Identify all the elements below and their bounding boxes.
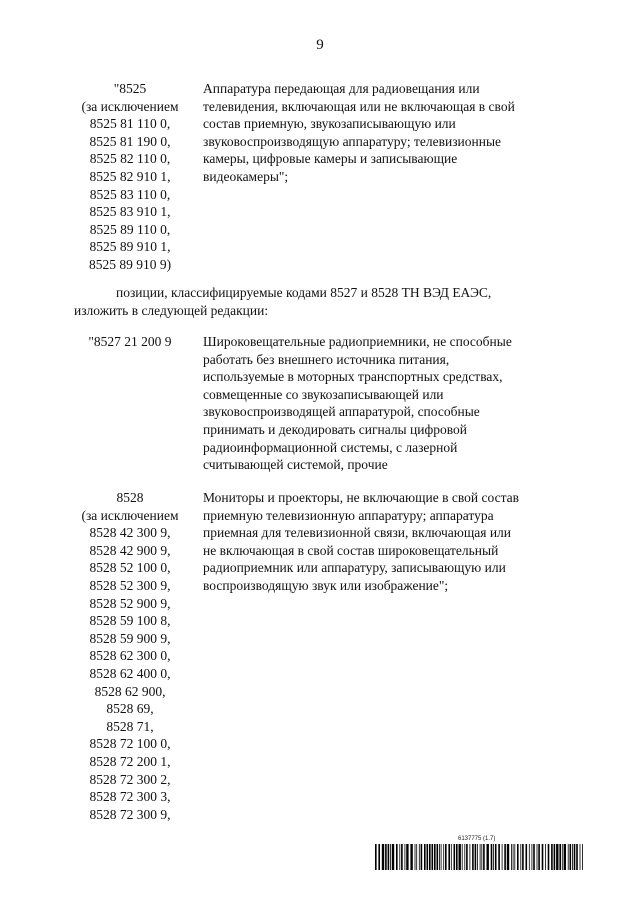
barcode-bar bbox=[562, 844, 563, 870]
code-line: 8528 52 100 0, bbox=[89, 560, 171, 576]
barcode-bar bbox=[415, 844, 416, 870]
barcode-bar bbox=[517, 844, 519, 870]
barcode-bar bbox=[513, 844, 514, 870]
barcode-bar bbox=[382, 844, 384, 870]
description-line: совмещенные со звукозаписывающей или bbox=[203, 386, 444, 402]
barcode-bar bbox=[462, 844, 463, 870]
barcode-bar bbox=[559, 844, 561, 870]
barcode-bar bbox=[448, 844, 450, 870]
barcode-bar bbox=[514, 844, 515, 870]
barcode-bar bbox=[421, 844, 423, 870]
barcode-bar bbox=[432, 844, 434, 870]
barcode-bar bbox=[405, 844, 406, 870]
document-stamp: 6137775 (1.7) bbox=[458, 836, 496, 842]
barcode-bar bbox=[529, 844, 530, 870]
barcode-bar bbox=[483, 844, 485, 870]
description-line: звуковоспроизводящей аппаратурой, способные bbox=[203, 404, 480, 420]
barcode-bar bbox=[572, 844, 573, 870]
description-line: работать без внешнего источника питания, bbox=[203, 351, 450, 367]
barcode-bar bbox=[427, 844, 429, 870]
barcode-bar bbox=[574, 844, 576, 870]
barcode-bar bbox=[390, 844, 391, 870]
description-line: видеокамеры"; bbox=[203, 168, 289, 184]
description-line: Мониторы и проекторы, не включающие в свой состав bbox=[203, 490, 519, 505]
code-line: 8528 71, bbox=[106, 718, 154, 734]
barcode-bar bbox=[445, 844, 447, 870]
barcode-bar bbox=[437, 844, 439, 870]
description-line: используемые в моторных транспортных средствах, bbox=[203, 369, 503, 385]
code-line: 8528 42 300 9, bbox=[89, 525, 171, 541]
barcode-bar bbox=[466, 844, 468, 870]
barcode-bar bbox=[582, 844, 583, 870]
code-line: 8528 52 300 9, bbox=[89, 577, 171, 593]
barcode-bar bbox=[475, 844, 477, 870]
page-number: 9 bbox=[316, 37, 324, 53]
code-line: 8528 59 900 9, bbox=[89, 630, 171, 646]
barcode-bar bbox=[532, 844, 533, 870]
barcode-bar bbox=[439, 844, 440, 870]
barcode-bar bbox=[526, 844, 528, 870]
description-line: состав приемную, звукозаписывающую или bbox=[203, 116, 456, 132]
barcode-bar bbox=[491, 844, 493, 870]
description-line: приемную телевизионную аппаратуру; аппаратура bbox=[203, 507, 494, 523]
code-line: 8525 82 110 0, bbox=[89, 151, 171, 167]
barcode-bar bbox=[378, 844, 380, 870]
barcode-bar bbox=[493, 844, 494, 870]
code-line: 8525 81 190 0, bbox=[89, 133, 171, 149]
barcode-image bbox=[375, 844, 585, 870]
description-column bbox=[203, 333, 573, 474]
description-line: воспроизводящую звук или изображение"; bbox=[203, 577, 449, 593]
barcode-bar bbox=[533, 844, 535, 870]
barcode-bar bbox=[502, 844, 503, 870]
barcode-bar bbox=[388, 844, 390, 870]
description-column bbox=[203, 489, 573, 595]
barcode-bar bbox=[551, 844, 553, 870]
code-line: "8527 21 200 9 bbox=[88, 334, 172, 349]
code-line: 8528 59 100 8, bbox=[89, 613, 171, 629]
barcode-bar bbox=[399, 844, 400, 870]
barcode-bar bbox=[504, 844, 506, 870]
code-line: 8528 bbox=[116, 490, 144, 505]
barcode-bar bbox=[520, 844, 521, 870]
code-line: 8525 83 910 1, bbox=[89, 204, 171, 220]
description-line: принимать и декодировать сигналы цифровой bbox=[203, 421, 467, 437]
barcode-bar bbox=[456, 844, 458, 870]
code-line: 8525 81 110 0, bbox=[89, 116, 171, 132]
code-line: 8528 62 400 0, bbox=[89, 665, 171, 681]
code-line: 8528 72 300 2, bbox=[89, 771, 171, 787]
barcode-bar bbox=[441, 844, 442, 870]
description-line: Аппаратура передающая для радиовещания или bbox=[203, 81, 480, 96]
barcode-bar bbox=[576, 844, 578, 870]
barcode-bar bbox=[429, 844, 431, 870]
description-line: не включающая в свой состав широковещательный bbox=[203, 542, 499, 558]
code-line: 8525 82 910 1, bbox=[89, 168, 171, 184]
barcode-bar bbox=[392, 844, 394, 870]
code-line: "8525 bbox=[113, 81, 147, 96]
barcode-bar bbox=[451, 844, 452, 870]
barcode-bar bbox=[568, 844, 569, 870]
code-line: 8528 72 300 3, bbox=[89, 789, 171, 805]
code-line: 8528 72 200 1, bbox=[89, 753, 171, 769]
barcode-bar bbox=[487, 844, 489, 870]
barcode-bar bbox=[396, 844, 398, 870]
code-line: 8528 69, bbox=[106, 701, 154, 717]
barcode-bar bbox=[545, 844, 546, 870]
barcode-bar bbox=[375, 844, 377, 870]
barcode-bar bbox=[477, 844, 478, 870]
barcode-bar bbox=[464, 844, 465, 870]
code-line: 8525 89 910 1, bbox=[89, 239, 171, 255]
barcode-bar bbox=[480, 844, 481, 870]
code-line: 8528 42 900 9, bbox=[89, 542, 171, 558]
barcode-bar bbox=[548, 844, 550, 870]
description-line: Широковещательные радиоприемники, не способные bbox=[203, 334, 512, 349]
paragraph-line: позиции, классифицируемые кодами 8527 и 8528 ТН ВЭД ЕАЭС, bbox=[116, 285, 492, 300]
barcode-bar bbox=[385, 844, 387, 870]
barcode-bar bbox=[459, 844, 461, 870]
code-line: 8528 62 300 0, bbox=[89, 648, 171, 664]
barcode-bar bbox=[556, 844, 558, 870]
code-line: 8525 89 110 0, bbox=[89, 221, 171, 237]
barcode-bar bbox=[419, 844, 420, 870]
code-line: 8528 62 900, bbox=[94, 683, 166, 699]
description-line: радиоинформационной системы, с лазерной bbox=[203, 439, 458, 455]
barcode-bar bbox=[401, 844, 403, 870]
barcode-bar bbox=[542, 844, 544, 870]
description-line: приемная для телевизионной связи, включающая или bbox=[203, 525, 512, 541]
description-line: радиоприемник или аппаратуру, записывающую или bbox=[203, 560, 506, 576]
body-paragraph bbox=[74, 284, 574, 319]
barcode-bar bbox=[454, 844, 456, 870]
barcode-bar bbox=[570, 844, 572, 870]
barcode-bar bbox=[434, 844, 436, 870]
barcode-bar bbox=[481, 844, 482, 870]
barcode-bar bbox=[470, 844, 471, 870]
barcode-bar bbox=[538, 844, 540, 870]
code-line: (за исключением bbox=[81, 98, 179, 114]
barcode-bar bbox=[511, 844, 512, 870]
barcode-bar bbox=[564, 844, 566, 870]
code-line: 8528 72 100 0, bbox=[89, 736, 171, 752]
barcode-bar bbox=[580, 844, 581, 870]
description-column bbox=[203, 80, 573, 186]
barcode-bar bbox=[472, 844, 474, 870]
code-line: (за исключением bbox=[81, 507, 179, 523]
code-line: 8525 83 110 0, bbox=[89, 186, 171, 202]
code-line: 8528 72 300 9, bbox=[89, 806, 171, 822]
barcode-bar bbox=[406, 844, 408, 870]
code-column bbox=[70, 489, 190, 823]
barcode-bar bbox=[443, 844, 444, 870]
barcode-bar bbox=[410, 844, 412, 870]
code-column bbox=[70, 333, 190, 351]
description-line: считывающей системой, прочие bbox=[203, 457, 388, 473]
description-line: камеры, цифровые камеры и записывающие bbox=[203, 151, 458, 167]
barcode-bar bbox=[424, 844, 426, 870]
barcode-bar bbox=[495, 844, 497, 870]
code-line: 8528 52 900 9, bbox=[89, 595, 171, 611]
barcode-bar bbox=[522, 844, 524, 870]
code-column bbox=[70, 80, 190, 274]
barcode-bar bbox=[416, 844, 417, 870]
paragraph-line: изложить в следующей редакции: bbox=[74, 302, 269, 318]
code-line: 8525 89 910 9) bbox=[88, 256, 172, 272]
barcode-bar bbox=[507, 844, 509, 870]
description-line: звуковоспроизводящую аппаратуру; телевизионные bbox=[203, 133, 502, 149]
description-line: телевидения, включающая или не включающая в свой bbox=[203, 98, 515, 114]
barcode-bar bbox=[554, 844, 556, 870]
barcode-bar bbox=[537, 844, 538, 870]
barcode-bar bbox=[498, 844, 500, 870]
